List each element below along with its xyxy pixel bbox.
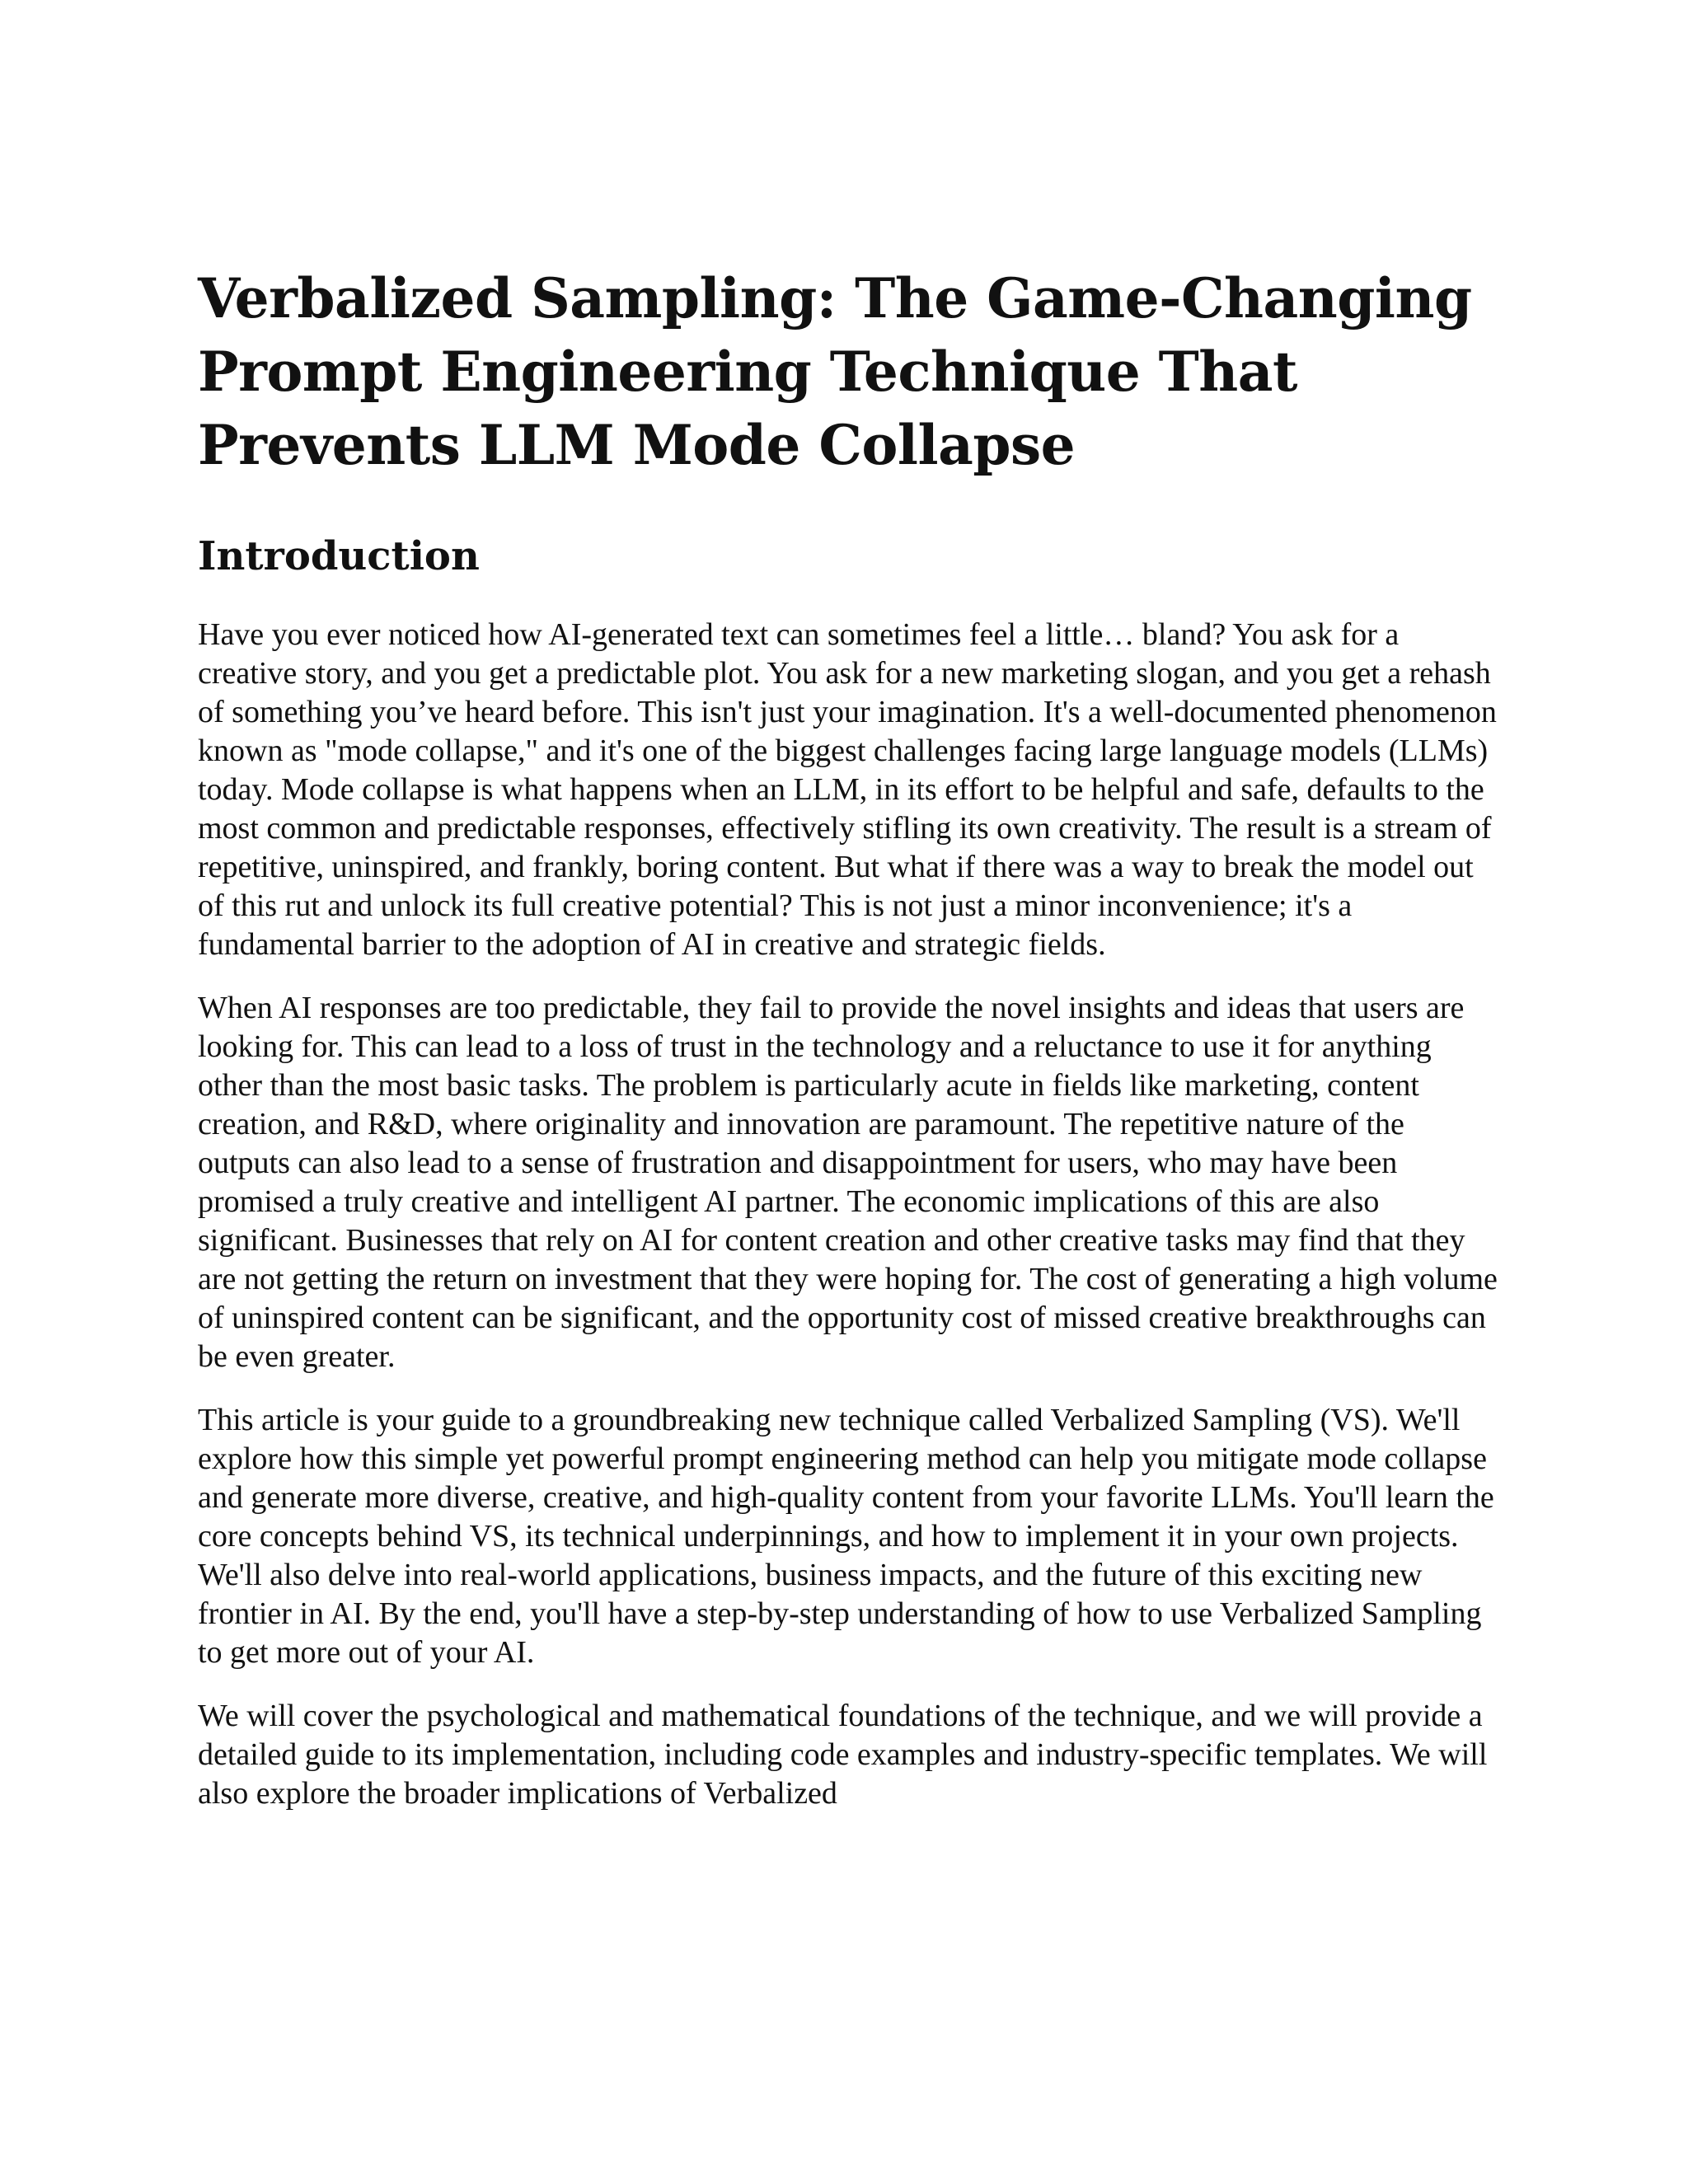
section-heading: Introduction [198,533,480,579]
paragraph: This article is your guide to a groundbreaking new technique called Verbalized Sampling (VS). We'll explore how this simple yet powerful prompt engineering method can help you mitigate mode collapse and generate more diverse, creative, and high-quality content from your favorite LLMs. You'll learn the core concepts behind VS, its technical underpinnings, and how to implement it in your own projects. We'll also delve into real-world applications, business impacts, and the future of this exciting new frontier in AI. By the end, you'll have a step-by-step understanding of how to use Verbalized Sampling to get more out of your AI. [198,1403,1494,1670]
document-title: Verbalized Sampling: The Game-Changing Prompt Engineering Technique That Prevents LLM Mode Collapse [198,266,1472,477]
paragraph: When AI responses are too predictable, they fail to provide the novel insights and ideas that users are looking for. This can lead to a loss of trust in the technology and a reluctance to use it for anything other than the most basic tasks. The problem is particularly acute in fields like marketing, content creation, and R&D, where originality and innovation are paramount. The repetitive nature of the outputs can also lead to a sense of frustration and disappointment for users, who may have been promised a truly creative and intelligent AI partner. The economic implications of this are also significant. Businesses that rely on AI for content creation and other creative tasks may find that they are not getting the return on investment that they were hoping for. The cost of generating a high volume of uninspired content can be significant, and the opportunity cost of missed creative breakthroughs can be even greater. [198,991,1498,1374]
document-content [198,262,1500,1838]
section-introduction [198,530,1500,1813]
paragraph: Have you ever noticed how AI-generated text can sometimes feel a little… bland? You ask for a creative story, and you get a predictable plot. You ask for a new marketing slogan, and you get a rehash of something you’ve heard before. This isn't just your imagination. It's a well-documented phenomenon known as "mode collapse," and it's one of the biggest challenges facing large language models (LLMs) today. Mode collapse is what happens when an LLM, in its effort to be helpful and safe, defaults to the most common and predictable responses, effectively stifling its own creativity. The result is a stream of repetitive, uninspired, and frankly, boring content. But what if there was a way to break the model out of this rut and unlock its full creative potential? This is not just a minor inconvenience; it's a fundamental barrier to the adoption of AI in creative and strategic fields. [198,617,1497,962]
paragraph: We will cover the psychological and mathematical foundations of the technique, and we will provide a detailed guide to its implementation, including code examples and industry-specific templates. We will also explore the broader implications of Verbalized [198,1699,1488,1811]
